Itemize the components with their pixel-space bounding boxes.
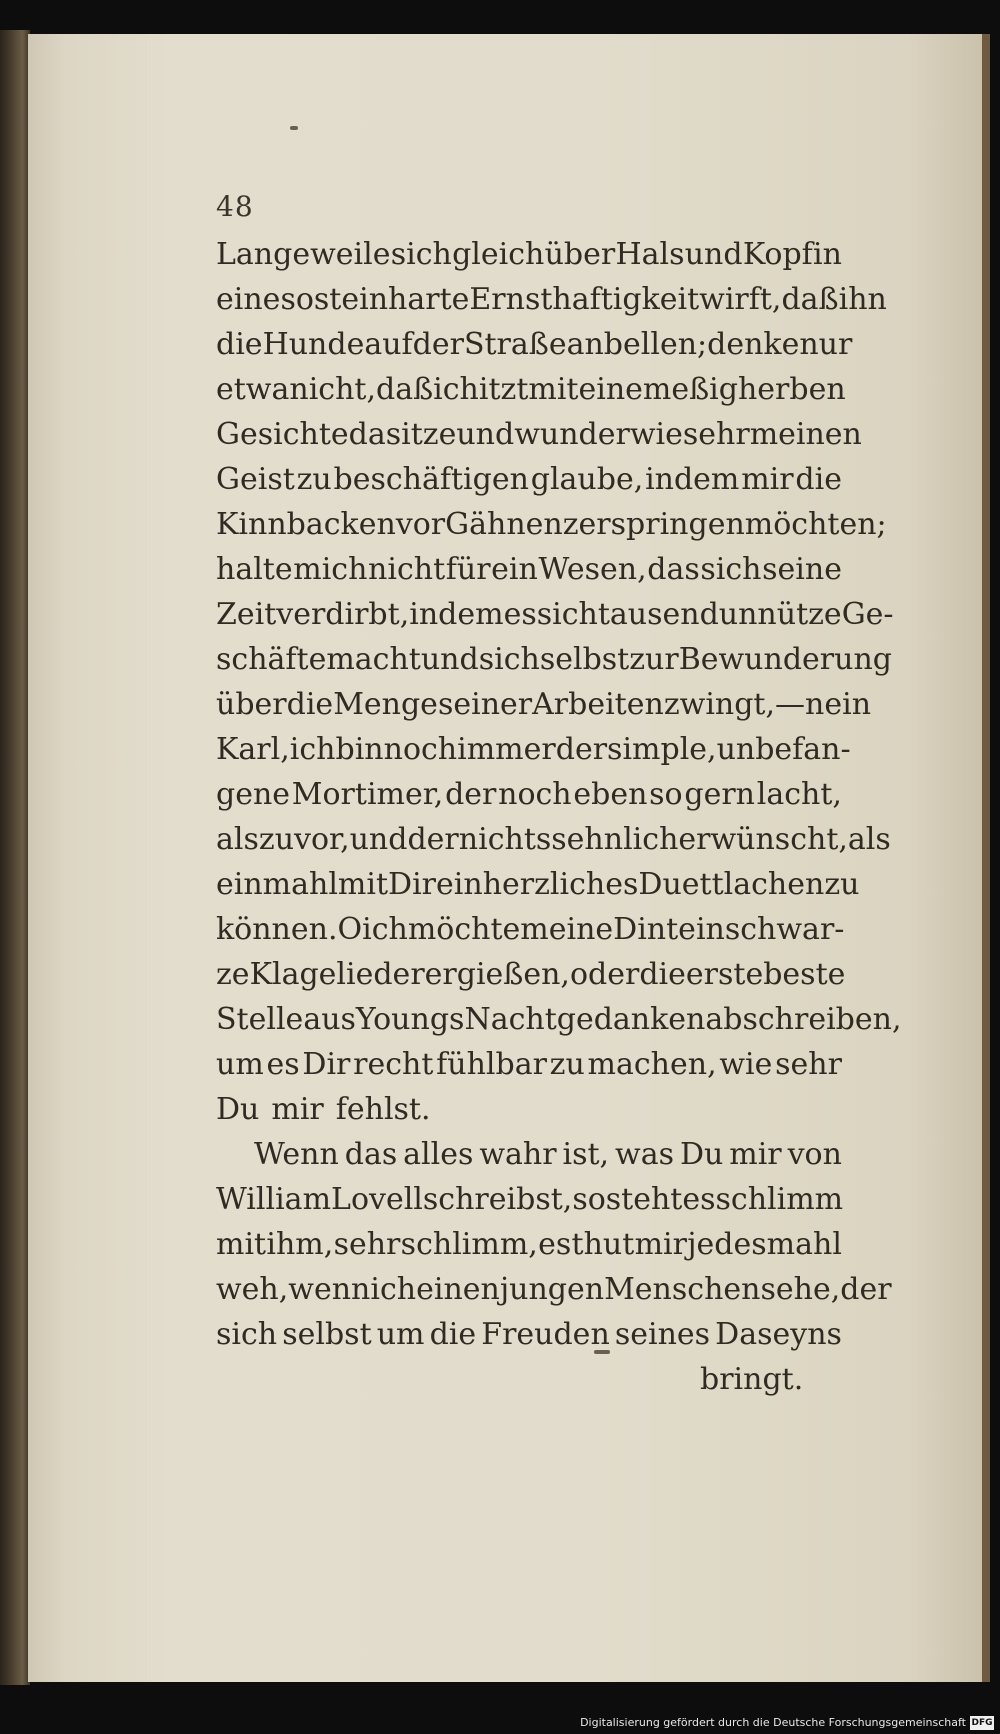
text-line bbox=[216, 997, 902, 1042]
word: meine bbox=[520, 912, 614, 947]
word: daß bbox=[376, 372, 434, 407]
word: Arbeiten bbox=[532, 687, 664, 722]
word: die bbox=[286, 687, 334, 722]
text-line bbox=[216, 547, 842, 592]
word: es bbox=[266, 1047, 300, 1082]
word: itzt bbox=[478, 372, 529, 407]
text-line bbox=[216, 1267, 892, 1312]
word: zerspringen bbox=[562, 507, 745, 542]
word: ein bbox=[491, 552, 538, 587]
word: meinen bbox=[749, 417, 862, 452]
word: und bbox=[349, 822, 408, 857]
text-line bbox=[216, 232, 842, 277]
word: schlimm bbox=[715, 1182, 844, 1217]
word: es bbox=[538, 1227, 572, 1262]
word: das bbox=[647, 552, 700, 587]
word: Gesichte bbox=[216, 417, 349, 452]
text-line bbox=[216, 592, 894, 637]
word: alles bbox=[403, 1137, 474, 1172]
word: indem bbox=[645, 462, 740, 497]
catchword: bringt. bbox=[700, 1362, 804, 1397]
word: zu bbox=[296, 462, 332, 497]
word: wie bbox=[629, 417, 683, 452]
word: wahr bbox=[479, 1137, 557, 1172]
word: sehr bbox=[775, 1047, 842, 1082]
text-line bbox=[216, 1087, 842, 1132]
word: so bbox=[649, 777, 683, 812]
word: ergießen, bbox=[424, 957, 570, 992]
word: jedesmahl bbox=[687, 1227, 842, 1262]
word: Langeweile bbox=[216, 237, 391, 272]
word: nicht, bbox=[289, 372, 377, 407]
word: Freuden bbox=[481, 1317, 610, 1352]
word: nicht bbox=[368, 552, 446, 587]
word: das bbox=[344, 1137, 398, 1172]
word: von bbox=[787, 1137, 842, 1172]
word: auf bbox=[364, 327, 413, 362]
word: um bbox=[376, 1317, 425, 1352]
text-line bbox=[216, 457, 842, 502]
paper-speck bbox=[290, 126, 298, 130]
word: ihm, bbox=[266, 1227, 334, 1262]
word: Hunde bbox=[262, 327, 365, 362]
word: sich bbox=[390, 237, 452, 272]
text-line bbox=[216, 682, 872, 727]
word: können. bbox=[216, 912, 338, 947]
word: der bbox=[445, 777, 497, 812]
word: gene bbox=[216, 777, 291, 812]
text-line bbox=[216, 277, 887, 322]
word: sich bbox=[536, 597, 598, 632]
word: wunder bbox=[514, 417, 630, 452]
word: Nachtgedanken bbox=[464, 1002, 706, 1037]
word: es bbox=[503, 597, 537, 632]
word: nichts bbox=[458, 822, 552, 857]
word: einen bbox=[416, 1272, 500, 1307]
word: daß bbox=[781, 282, 839, 317]
word: herzliches bbox=[482, 867, 639, 902]
word: seine bbox=[762, 552, 842, 587]
word: eßigherben bbox=[671, 372, 846, 407]
word: Dir bbox=[388, 867, 437, 902]
word: halte bbox=[216, 552, 293, 587]
word: Daseyns bbox=[715, 1317, 842, 1352]
word: tausend bbox=[597, 597, 719, 632]
text-line bbox=[216, 1222, 842, 1267]
word: anbellen; bbox=[566, 327, 708, 362]
word: Bewunderung bbox=[678, 642, 892, 677]
word: glaube, bbox=[530, 462, 644, 497]
word: steht bbox=[605, 1182, 683, 1217]
text-line bbox=[216, 1312, 842, 1357]
word: Klagelieder bbox=[249, 957, 425, 992]
word: immer bbox=[457, 732, 556, 767]
word: der bbox=[407, 822, 459, 857]
text-line bbox=[216, 907, 845, 952]
word: dasitze bbox=[348, 417, 457, 452]
word: O bbox=[337, 912, 363, 947]
word: Hals bbox=[615, 237, 685, 272]
word: sich bbox=[478, 642, 540, 677]
word: zu bbox=[549, 1047, 585, 1082]
word: bin bbox=[335, 732, 384, 767]
word: wenn bbox=[288, 1272, 371, 1307]
word: Zeit bbox=[216, 597, 277, 632]
word: und bbox=[684, 237, 743, 272]
word: Geist bbox=[216, 462, 295, 497]
word: Straße bbox=[463, 327, 567, 362]
text-line bbox=[216, 412, 862, 457]
word: die bbox=[429, 1317, 477, 1352]
word: Dir bbox=[302, 1047, 351, 1082]
word: mir bbox=[729, 1137, 782, 1172]
word: seines bbox=[614, 1317, 711, 1352]
word: unnütze bbox=[718, 597, 842, 632]
dfg-logo-icon: DFG bbox=[971, 1718, 993, 1728]
word: verdirbt, bbox=[276, 597, 410, 632]
word: mir bbox=[741, 462, 794, 497]
word: denke bbox=[707, 327, 800, 362]
text-line bbox=[216, 772, 842, 817]
word: mich bbox=[293, 552, 368, 587]
word: fehlst. bbox=[335, 1092, 431, 1127]
word: ich bbox=[289, 732, 336, 767]
text-line bbox=[216, 817, 891, 862]
word: zur bbox=[629, 642, 679, 677]
word: sich bbox=[700, 552, 762, 587]
word: sehe, bbox=[760, 1272, 841, 1307]
word: jungen bbox=[499, 1272, 605, 1307]
word: Wesen, bbox=[538, 552, 647, 587]
word: Wenn bbox=[254, 1137, 339, 1172]
word: selbst bbox=[539, 642, 630, 677]
word: sehr bbox=[333, 1227, 401, 1262]
word: aus bbox=[303, 1002, 356, 1037]
word: zuvor, bbox=[258, 822, 350, 857]
word: weh, bbox=[216, 1272, 289, 1307]
word: Kinnbacken bbox=[216, 507, 396, 542]
word: wirft, bbox=[699, 282, 782, 317]
text-line bbox=[216, 502, 887, 547]
word: eben bbox=[573, 777, 648, 812]
word: fühlbar bbox=[436, 1047, 547, 1082]
word: Stelle bbox=[216, 1002, 304, 1037]
word: für bbox=[445, 552, 491, 587]
word: Du bbox=[216, 1092, 260, 1127]
word: gleich bbox=[452, 237, 545, 272]
word: thut bbox=[571, 1227, 635, 1262]
word: so bbox=[280, 282, 314, 317]
word: ze bbox=[216, 957, 250, 992]
word: der bbox=[412, 327, 464, 362]
word: möchte bbox=[407, 912, 521, 947]
word: und bbox=[420, 642, 479, 677]
word: Menge bbox=[333, 687, 438, 722]
word: beschäftigen bbox=[333, 462, 529, 497]
word: mir bbox=[271, 1092, 324, 1127]
word: machen, bbox=[587, 1047, 717, 1082]
word: über bbox=[216, 687, 287, 722]
word: möchten; bbox=[744, 507, 887, 542]
word: abschreiben, bbox=[705, 1002, 902, 1037]
word: indem bbox=[409, 597, 504, 632]
word: die bbox=[795, 462, 842, 497]
word: der bbox=[555, 732, 608, 767]
text-line bbox=[216, 727, 851, 772]
word: lachen bbox=[723, 867, 825, 902]
word: schreibst, bbox=[422, 1182, 573, 1217]
word: — bbox=[775, 687, 806, 722]
word: in bbox=[695, 912, 725, 947]
word: zwingt, bbox=[663, 687, 776, 722]
page-number: 48 bbox=[216, 190, 254, 223]
word: mit bbox=[528, 372, 579, 407]
word: zu bbox=[824, 867, 860, 902]
word: etwa bbox=[216, 372, 290, 407]
word: ein bbox=[436, 867, 483, 902]
text-line bbox=[216, 322, 853, 367]
word: der bbox=[840, 1272, 892, 1307]
word: Karl, bbox=[216, 732, 290, 767]
word: gern bbox=[684, 777, 755, 812]
word: seiner bbox=[437, 687, 533, 722]
word: Du bbox=[679, 1137, 724, 1172]
word: Youngs bbox=[355, 1002, 465, 1037]
word: einmahl bbox=[216, 867, 338, 902]
word: mit bbox=[337, 867, 389, 902]
word: macht bbox=[326, 642, 421, 677]
word: noch bbox=[498, 777, 572, 812]
word: als bbox=[847, 822, 891, 857]
text-line bbox=[216, 862, 860, 907]
word: Dinte bbox=[613, 912, 696, 947]
word: Menschen bbox=[604, 1272, 761, 1307]
text-line bbox=[216, 637, 892, 682]
word: nein bbox=[805, 687, 872, 722]
word: mit bbox=[216, 1227, 267, 1262]
digitization-credit: Digitalisierung gefördert durch die Deutsche Forschungsgemeinschaft bbox=[580, 1716, 966, 1729]
word: um bbox=[216, 1047, 264, 1082]
word: selbst bbox=[282, 1317, 372, 1352]
word: William bbox=[216, 1182, 332, 1217]
text-line bbox=[216, 1132, 842, 1177]
word: recht bbox=[353, 1047, 434, 1082]
word: oder bbox=[569, 957, 640, 992]
word: mir bbox=[634, 1227, 687, 1262]
text-line bbox=[216, 952, 846, 997]
word: wünscht, bbox=[710, 822, 848, 857]
word: was bbox=[615, 1137, 675, 1172]
word: so bbox=[572, 1182, 606, 1217]
word: sehr bbox=[682, 417, 750, 452]
text-line bbox=[216, 1177, 842, 1222]
word: schäfte bbox=[216, 642, 327, 677]
word: eine bbox=[216, 282, 281, 317]
word: steinharte bbox=[313, 282, 470, 317]
word: sich bbox=[216, 1317, 278, 1352]
word: lacht, bbox=[756, 777, 842, 812]
word: noch bbox=[383, 732, 458, 767]
word: simple, bbox=[607, 732, 717, 767]
word: beste bbox=[763, 957, 846, 992]
body-text bbox=[216, 232, 902, 1357]
word: schlimm, bbox=[400, 1227, 538, 1262]
word: erste bbox=[685, 957, 764, 992]
word: ich bbox=[362, 912, 408, 947]
word: Ge- bbox=[841, 597, 894, 632]
word: ich bbox=[433, 372, 479, 407]
word: Lovell bbox=[331, 1182, 423, 1217]
text-line bbox=[216, 1042, 842, 1087]
word: sehnlicher bbox=[551, 822, 711, 857]
word: Kopf bbox=[742, 237, 813, 272]
book-spine-edge bbox=[0, 30, 30, 1685]
word: die bbox=[216, 327, 263, 362]
word: die bbox=[639, 957, 686, 992]
word: und bbox=[456, 417, 515, 452]
word: nur bbox=[799, 327, 853, 362]
word: Mortimer, bbox=[291, 777, 444, 812]
word: Gähnen bbox=[445, 507, 563, 542]
word: wie bbox=[719, 1047, 773, 1082]
text-line bbox=[216, 367, 846, 412]
word: es bbox=[682, 1182, 716, 1217]
word: über bbox=[544, 237, 616, 272]
word: ist, bbox=[562, 1137, 610, 1172]
word: Ernsthaftigkeit bbox=[469, 282, 700, 317]
word: als bbox=[216, 822, 259, 857]
word: Duett bbox=[638, 867, 724, 902]
word: in bbox=[813, 237, 842, 272]
word: ich bbox=[370, 1272, 417, 1307]
word: ihn bbox=[838, 282, 887, 317]
word: einem bbox=[578, 372, 672, 407]
word: vor bbox=[395, 507, 446, 542]
word: unbefan- bbox=[716, 732, 851, 767]
word: schwar- bbox=[724, 912, 845, 947]
